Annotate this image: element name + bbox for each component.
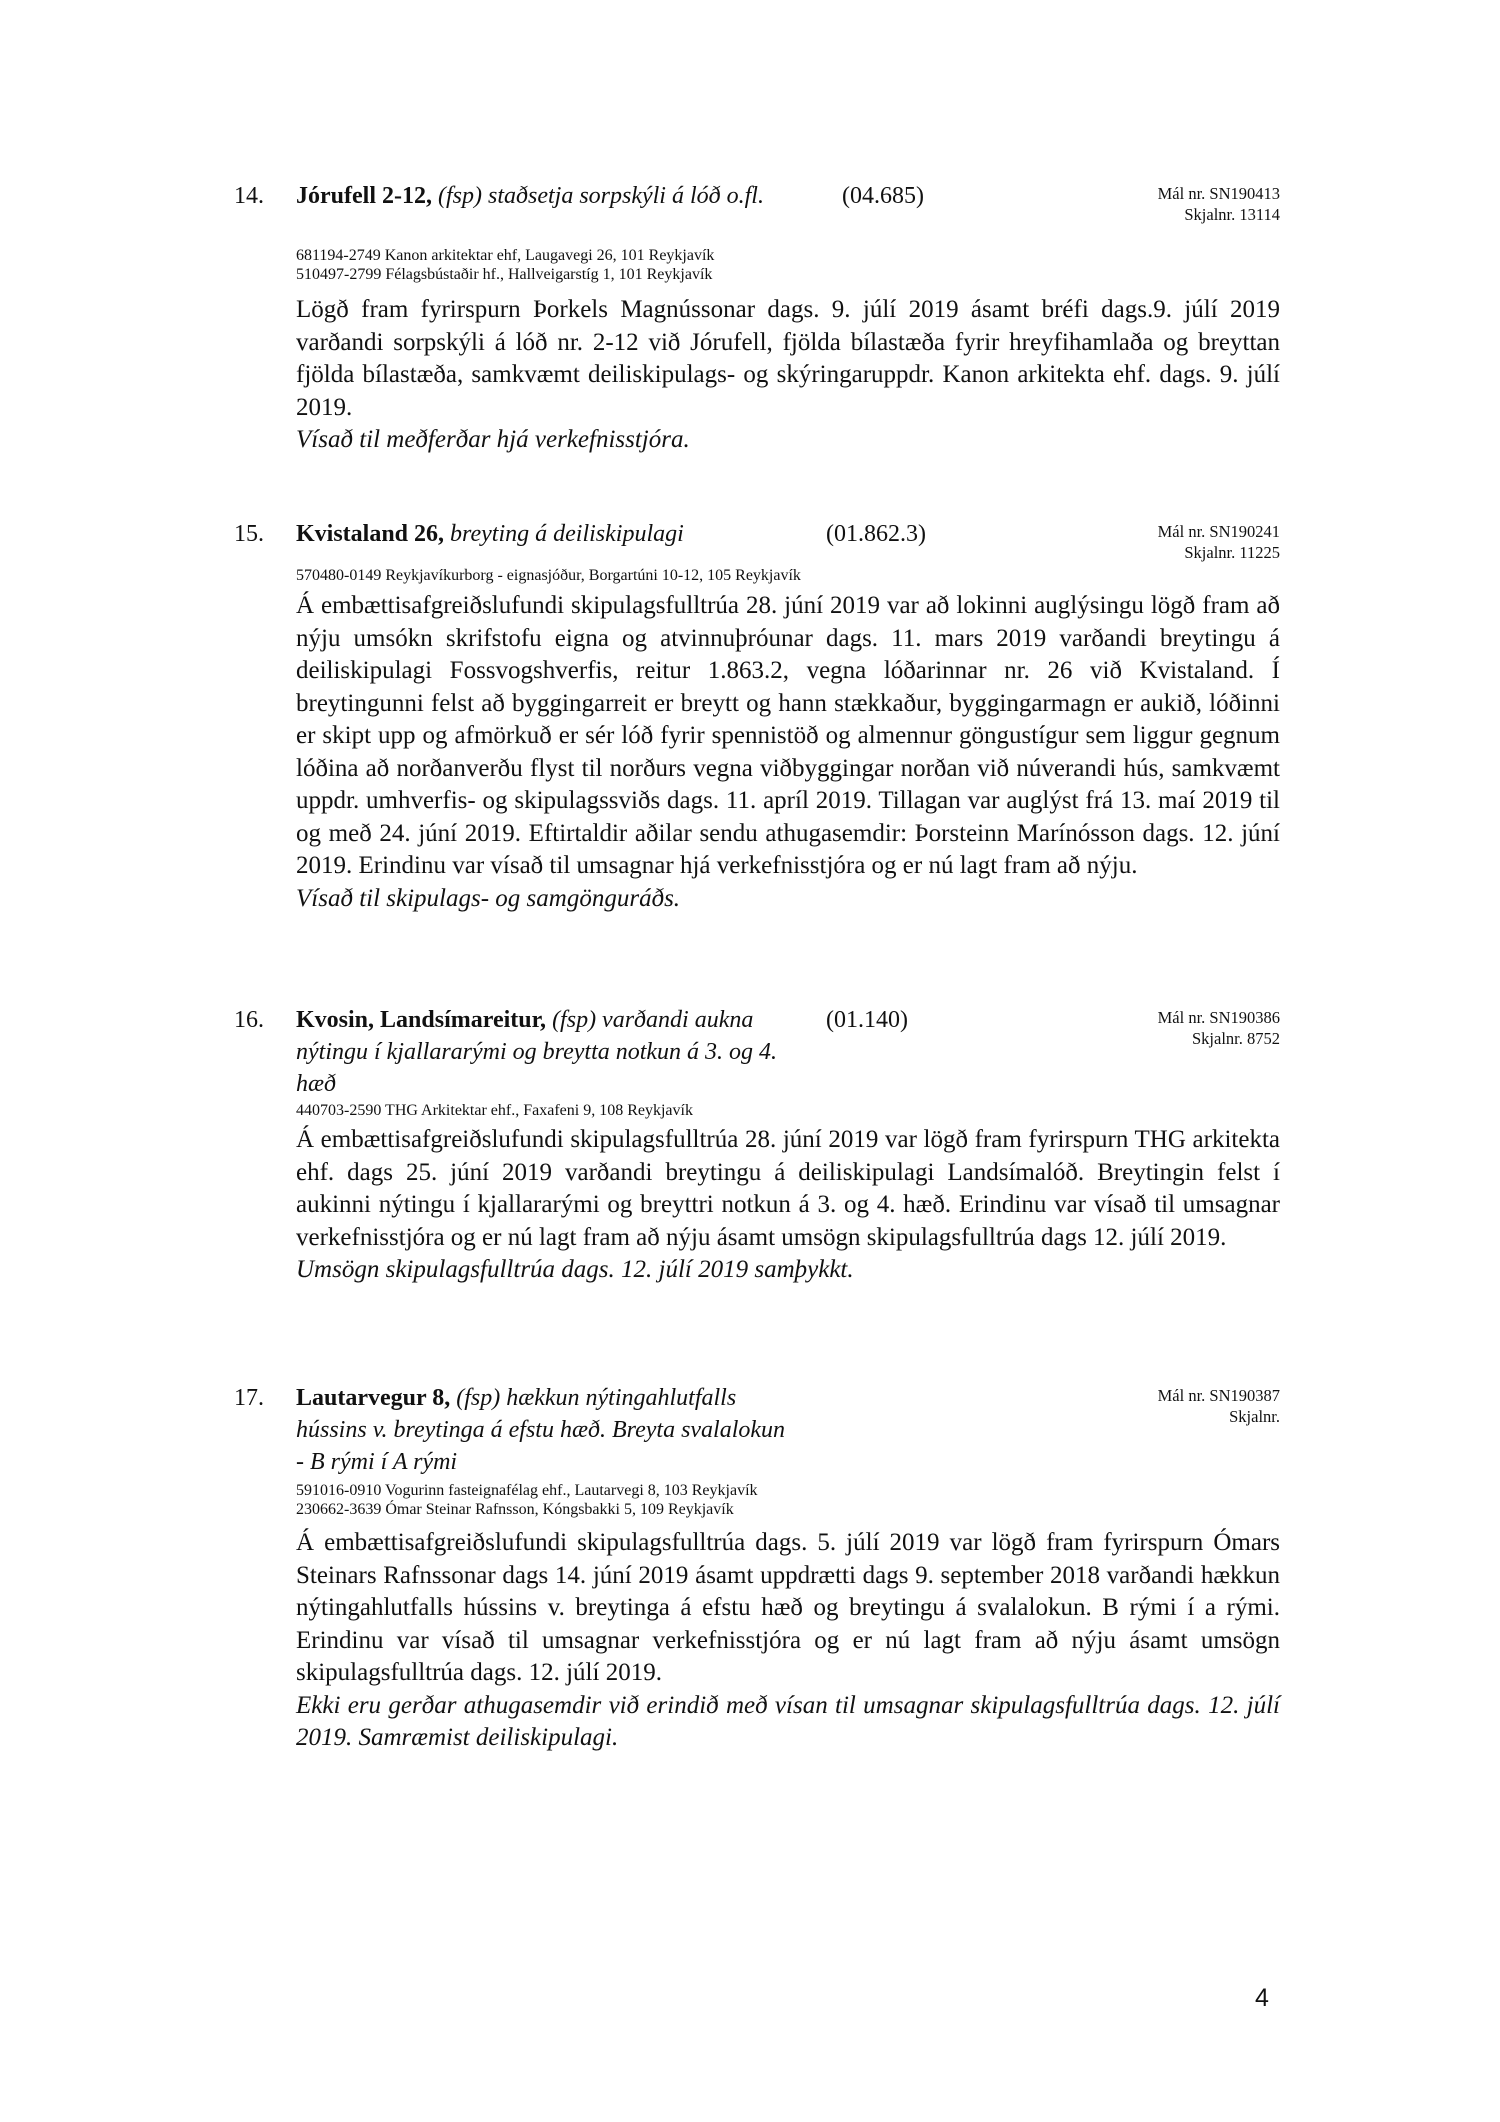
document-number: Skjalnr. 13114 <box>1184 205 1280 224</box>
item-heading <box>296 1382 796 1478</box>
item-resolution: Umsögn skipulagsfulltrúa dags. 12. júlí 2019 samþykkt. <box>296 1256 854 1283</box>
document-number: Skjalnr. 8752 <box>1191 1029 1280 1048</box>
item-number: 16. <box>234 1007 264 1033</box>
item-subtitle: (fsp) varðandi aukna nýtingu í kjallararými og breytta notkun á 3. og 4. hæð <box>296 1007 778 1097</box>
item-body <box>296 1527 1280 1755</box>
item-title: Lautarvegur 8, <box>296 1385 451 1411</box>
item-title: Jórufell 2-12, <box>296 183 432 209</box>
case-number: Mál nr. SN190241 <box>1157 522 1280 541</box>
parties-list <box>296 1101 693 1120</box>
item-body <box>296 1124 1280 1287</box>
item-description: Á embættisafgreiðslufundi skipulagsfulltrúa 28. júní 2019 var lögð fram fyrirspurn THG arkitekta ehf. dags 25. júní 2019 varðandi breytingu á deiliskipulagi Landsímalóð. Breytingin felst í aukinni nýtingu í kjallararými og breyttri notkun á 3. og 4. hæð. Erindinu var vísað til umsagnar verkefnisstjóra og er nú lagt fram að nýju ásamt umsögn skipulagsfulltrúa dags 12. júlí 2019. <box>296 1126 1280 1251</box>
item-body <box>296 590 1280 915</box>
party-line: 230662-3639 Ómar Steinar Rafnsson, Kóngsbakki 5, 109 Reykjavík <box>296 1501 734 1518</box>
item-title: Kvosin, Landsímareitur, <box>296 1007 547 1033</box>
item-description: Á embættisafgreiðslufundi skipulagsfulltrúa dags. 5. júlí 2019 var lögð fram fyrirspurn Ómars Steinars Rafnssonar dags 14. júní 2019 ásamt uppdrætti dags 9. september 2018 varðandi hækkun nýtingahlutfalls hússins v. breytinga á efstu hæð og breytingu á svalalokun. B rými í a rými. Erindinu var vísað til umsagnar verkefnisstjóra og er nú lagt fram að nýju ásamt umsögn skipulagsfulltrúa dags. 12. júlí 2019. <box>296 1529 1280 1686</box>
parties-list <box>296 1481 758 1519</box>
case-number: Mál nr. SN190386 <box>1157 1008 1280 1027</box>
item-heading <box>296 1004 796 1100</box>
party-line: 681194-2749 Kanon arkitektar ehf, Laugavegi 26, 101 Reykjavík <box>296 247 715 264</box>
item-description: Á embættisafgreiðslufundi skipulagsfulltrúa 28. júní 2019 var að lokinni auglýsingu lögð fram að nýju umsókn skrifstofu eigna og atvinnuþróunar dags. 11. mars 2019 varðandi breytingu á deiliskipulagi Fossvogshverfis, reitur 1.863.2, vegna lóðarinnar nr. 26 við Kvistaland. Í breytingunni felst að byggingarreit er breytt og hann stækkaður, byggingarmagn er aukið, lóðinni er skipt upp og afmörkuð er sér lóð fyrir spennistöð og almennur göngustígur sem liggur gegnum lóðina að norðanverðu flyst til norðurs vegna viðbyggingar norðan við núverandi hús, samkvæmt uppdr. umhverfis- og skipulagssviðs dags. 11. apríl 2019. Tillagan var auglýst frá 13. maí 2019 til og með 24. júní 2019. Eftirtaldir aðilar sendu athugasemdir: Þorsteinn Marínósson dags. 12. júní 2019. Erindinu var vísað til umsagnar hjá verkefnisstjóra og er nú lagt fram að nýju. <box>296 592 1280 879</box>
case-reference <box>1158 521 1280 563</box>
party-line: 591016-0910 Vogurinn fasteignafélag ehf., Lautarvegi 8, 103 Reykjavík <box>296 1482 758 1499</box>
item-body <box>296 294 1280 457</box>
item-title: Kvistaland 26, <box>296 521 445 547</box>
document-number: Skjalnr. <box>1229 1407 1280 1426</box>
case-number: Mál nr. SN190387 <box>1157 1386 1280 1405</box>
item-heading <box>296 518 856 550</box>
case-reference <box>1158 1007 1280 1049</box>
item-heading <box>296 180 816 212</box>
party-line: 510497-2799 Félagsbústaðir hf., Hallveigarstíg 1, 101 Reykjavík <box>296 266 713 283</box>
area-code: (04.685) <box>842 183 924 209</box>
item-subtitle: breyting á deiliskipulagi <box>450 521 684 547</box>
party-line: 570480-0149 Reykjavíkurborg - eignasjóður, Borgartúni 10-12, 105 Reykjavík <box>296 567 801 584</box>
item-number: 17. <box>234 1385 264 1411</box>
page-number: 4 <box>1255 1984 1269 2012</box>
area-code: (01.140) <box>826 1007 908 1033</box>
parties-list <box>296 566 801 585</box>
case-reference <box>1158 183 1280 225</box>
document-number: Skjalnr. 11225 <box>1184 543 1280 562</box>
item-number: 14. <box>234 183 264 209</box>
area-code: (01.862.3) <box>826 521 926 547</box>
parties-list <box>296 246 714 284</box>
item-subtitle: (fsp) hækkun nýtingahlutfalls hússins v. breytinga á efstu hæð. Breyta svalalokun - B rými í A rými <box>296 1385 786 1475</box>
item-resolution: Vísað til skipulags- og samgönguráðs. <box>296 884 681 912</box>
party-line: 440703-2590 THG Arkitektar ehf., Faxafeni 9, 108 Reykjavík <box>296 1102 693 1119</box>
item-subtitle: (fsp) staðsetja sorpskýli á lóð o.fl. <box>437 183 764 209</box>
item-resolution: Vísað til meðferðar hjá verkefnisstjóra. <box>296 426 690 453</box>
case-reference <box>1158 1385 1280 1427</box>
item-description: Lögð fram fyrirspurn Þorkels Magnússonar dags. 9. júlí 2019 ásamt bréfi dags.9. júlí 2019 varðandi sorpskýli á lóð nr. 2-12 við Jórufell, fjölda bílastæða fyrir hreyfihamlaða og breyttan fjölda bílastæða, samkvæmt deiliskipulags- og skýringaruppdr. Kanon arkitekta ehf. dags. 9. júlí 2019. <box>296 296 1280 421</box>
case-number: Mál nr. SN190413 <box>1157 184 1280 203</box>
item-number: 15. <box>234 521 264 547</box>
item-resolution: Ekki eru gerðar athugasemdir við erindið með vísan til umsagnar skipulagsfulltrúa dags. 12. júlí 2019. Samræmist deiliskipulagi. <box>296 1691 1280 1751</box>
